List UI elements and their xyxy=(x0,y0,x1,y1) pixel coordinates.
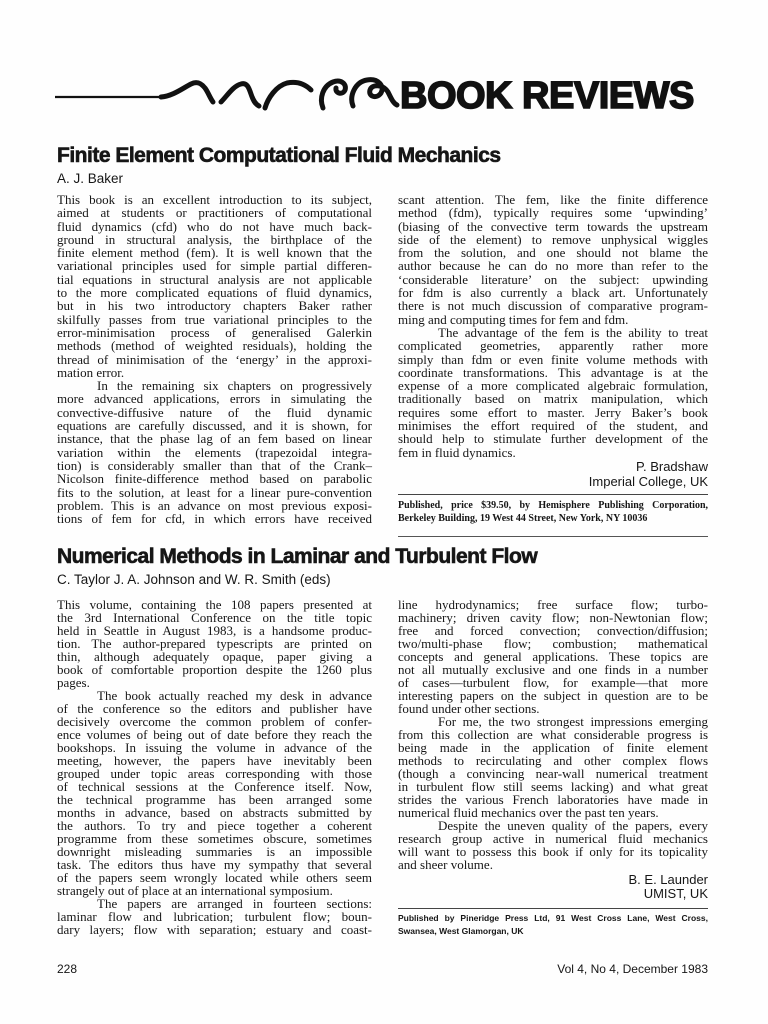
line-text: interesting papers on the subject in question are to be xyxy=(398,688,708,703)
line-text: requires some effort to master. Jerry Baker’s book xyxy=(398,404,708,420)
line-text: book of comfortable proportion despite the 1260 plus xyxy=(57,662,372,677)
text-line xyxy=(57,353,372,366)
line-text: method (fdm), typically requires some ‘upwinding’ xyxy=(398,205,708,221)
text-line xyxy=(57,326,372,339)
line-text: and sheer volume. xyxy=(398,857,493,872)
line-text: The book actually reached my desk in advance xyxy=(97,688,372,703)
line-text: the technical programme has been arranged some xyxy=(57,792,372,807)
divider xyxy=(398,494,708,495)
text-line xyxy=(57,313,372,326)
paragraph xyxy=(398,193,708,326)
line-text: The papers are arranged in fourteen sections: xyxy=(97,896,372,911)
line-text: will want to possess this book if only for its topicality xyxy=(398,844,708,859)
text-line xyxy=(57,923,372,936)
line-text: ming and computing times for fem and fdm. xyxy=(398,311,629,327)
text-line xyxy=(57,273,372,286)
line-text: free and forced convection; convection/diffusion; xyxy=(398,623,708,638)
text-line xyxy=(398,220,708,233)
line-text: but in his two introductory chapters Baker rather xyxy=(57,298,372,314)
text-line xyxy=(57,512,372,525)
line-text: of the conference so the editors and publisher have xyxy=(57,701,372,716)
text-line xyxy=(57,233,372,246)
line-text: found under other sections. xyxy=(398,701,540,716)
paragraph xyxy=(57,897,372,936)
text-column-right xyxy=(398,598,708,938)
text-line xyxy=(398,499,708,512)
line-text: For me, the two strongest impressions emerging xyxy=(438,714,708,729)
line-text: tions of fem for cfd, in which errors have received xyxy=(57,511,372,527)
line-text: dary layers; flow with separation; estuary and coast- xyxy=(57,922,372,937)
line-text: In the remaining six chapters on progressively xyxy=(97,378,372,394)
line-text: ground in structural analysis, the birthplace of the xyxy=(57,231,372,247)
text-line xyxy=(398,273,708,286)
line-text: for fdm is also currently a black art. Unfortunately xyxy=(398,285,708,301)
text-line xyxy=(398,193,708,206)
line-text: held in Seattle in August 1983, is a handsome produc- xyxy=(57,623,372,638)
text-line xyxy=(57,486,372,499)
text-line xyxy=(398,366,708,379)
publisher-note xyxy=(398,499,708,525)
line-text: Published, price $39.50, by Hemisphere Publishing Corporation, xyxy=(398,499,708,511)
line-text: numerical fluid mechanics over the past ten years. xyxy=(398,805,659,820)
line-text: concepts and general applications. These topics are xyxy=(398,649,708,664)
line-text: bookshops. In issuing the volume in advance of the xyxy=(57,740,372,755)
book-author: C. Taylor J. A. Johnson and W. R. Smith (eds) xyxy=(57,572,331,587)
text-line xyxy=(398,326,708,339)
line-text: thin, although adequately opaque, paper giving a xyxy=(57,649,372,664)
text-line xyxy=(398,286,708,299)
line-text: task. The editors thus have my sympathy that several xyxy=(57,857,372,872)
divider xyxy=(398,908,708,909)
text-line xyxy=(398,925,708,938)
line-text: coordinate transformations. This advantage is at the xyxy=(398,364,708,380)
line-text: skilfully passes from true variational principles to the xyxy=(57,311,372,327)
text-line xyxy=(398,419,708,432)
text-line xyxy=(57,286,372,299)
text-line xyxy=(398,446,708,459)
paragraph xyxy=(57,598,372,689)
paragraph xyxy=(398,819,708,871)
line-text: grouped under topic areas corresponding with those xyxy=(57,766,372,781)
line-text: of the papers seem wrongly located while others seem xyxy=(57,870,372,885)
line-text: there is not much discussion of comparative program- xyxy=(398,298,708,314)
line-text: Published by Pineridge Press Ltd, 91 West Cross Lane, West Cross, xyxy=(398,912,708,923)
line-text: not all mutually exclusive and one finds in a number xyxy=(398,662,708,677)
line-text: of cases—turbulent flow, for example—that more xyxy=(398,675,708,690)
line-text: mation error. xyxy=(57,364,125,380)
text-line xyxy=(398,512,708,525)
divider xyxy=(398,536,708,537)
text-line xyxy=(398,299,708,312)
text-line xyxy=(398,339,708,352)
line-text: the authors. To try and piece together a coherent xyxy=(57,818,372,833)
line-text: fits to the solution, at least for a linear pure-convention xyxy=(57,484,372,500)
page-number: 228 xyxy=(57,962,78,976)
line-text: being made in the application of finite element xyxy=(398,740,708,755)
line-text: This volume, containing the 108 papers presented at xyxy=(57,597,372,612)
text-line xyxy=(398,858,708,871)
line-text: tial equations in structural analysis are not applicable xyxy=(57,271,372,287)
column-body xyxy=(57,598,372,936)
header-wave-graphic xyxy=(55,70,405,120)
issue-info: Vol 4, No 4, December 1983 xyxy=(557,962,708,976)
line-text: This book is an excellent introduction to its subject, xyxy=(57,192,372,207)
line-text: methods to recirculating and other complex flows xyxy=(398,753,708,768)
line-text: research group active in numerical fluid mechanics xyxy=(398,831,708,846)
line-text: programme from these sometimes obscure, sometimes xyxy=(57,831,372,846)
line-text: machinery; driven cavity flow; non-Newtonian flow; xyxy=(398,610,708,625)
line-text: ‘considerable literature’ on the subject: upwinding xyxy=(398,271,708,287)
text-line xyxy=(57,366,372,379)
line-text: tion) is considerably smaller than that of the Crank– xyxy=(57,457,372,473)
text-line xyxy=(398,432,708,445)
line-text: from the solution, and one should not blame the xyxy=(398,245,708,261)
line-text: (though a convincing near-wall numerical treatment xyxy=(398,766,708,781)
line-text: in turbulent flow still seems lacking) and what great xyxy=(398,779,708,794)
line-text: traditionally based on matrix manipulation, which xyxy=(398,391,708,407)
text-column-right xyxy=(398,193,708,525)
paragraph xyxy=(398,598,708,715)
column-body xyxy=(398,193,708,459)
book-author: A. J. Baker xyxy=(57,171,124,186)
line-text: of technical sessions at the Conference itself. Now, xyxy=(57,779,372,794)
text-line xyxy=(398,392,708,405)
line-text: Swansea, West Glamorgan, UK xyxy=(398,925,524,936)
text-line xyxy=(57,339,372,352)
line-text: variation within the elements (trapezoidal integra- xyxy=(57,444,372,460)
line-text: fluid dynamics (cfd) who do not have much back- xyxy=(57,218,372,234)
line-text: downright misleading summaries is an impossible xyxy=(57,844,372,859)
line-text: Nicolson finite-difference method based on parabolic xyxy=(57,471,372,487)
section-title: BOOK REVIEWS xyxy=(400,75,694,117)
text-line xyxy=(398,259,708,272)
line-text: ence volumes of being out of date before they reach the xyxy=(57,727,372,742)
line-text: finite element method (fem). It is well known that the xyxy=(57,245,372,261)
reviewer-affiliation: Imperial College, UK xyxy=(588,473,708,489)
text-line xyxy=(57,379,372,392)
text-line xyxy=(398,406,708,419)
text-line xyxy=(398,246,708,259)
text-column-left xyxy=(57,598,372,936)
line-text: fem in fluid dynamics. xyxy=(398,444,516,460)
text-line xyxy=(57,446,372,459)
line-text: the 3rd International Conference on the title topic xyxy=(57,610,372,625)
line-text: thread of minimisation of the ‘energy’ in the approxi- xyxy=(57,351,372,367)
line-text: from this collection are what considerable progress is xyxy=(398,727,708,742)
text-line xyxy=(57,246,372,259)
publisher-note xyxy=(398,912,708,938)
review-title: Finite Element Computational Fluid Mechanics xyxy=(57,144,501,167)
text-column-left xyxy=(57,193,372,525)
line-text: scant attention. The fem, like the finite difference xyxy=(398,192,708,207)
text-line xyxy=(398,912,708,925)
text-line xyxy=(57,220,372,233)
paragraph xyxy=(57,193,372,379)
line-text: problem. This is an advance on most previous exposi- xyxy=(57,497,372,513)
paragraph xyxy=(398,326,708,459)
line-text: meeting, however, the papers have inevitably been xyxy=(57,753,372,768)
text-line xyxy=(57,406,372,419)
line-text: variational principles used for simple partial differen- xyxy=(57,258,372,274)
line-text: more advanced applications, errors in simulating the xyxy=(57,391,372,407)
line-text: (biasing of the convective term towards the upstream xyxy=(398,218,708,234)
line-text: decisively overcome the common problem of confer- xyxy=(57,714,372,729)
line-text: side of the element) to remove unphysical wiggles xyxy=(398,231,708,247)
line-text: pages. xyxy=(57,675,90,690)
text-line xyxy=(57,193,372,206)
text-line xyxy=(398,233,708,246)
reviewer-name: P. Bradshaw xyxy=(635,458,708,474)
text-line xyxy=(57,419,372,432)
text-line xyxy=(57,663,372,676)
text-line xyxy=(57,432,372,445)
paragraph xyxy=(57,379,372,525)
line-text: convective-diffusive nature of the fluid dynamic xyxy=(57,404,372,420)
reviewer-name: B. E. Launder xyxy=(628,872,708,887)
line-text: The advantage of the fem is the ability to treat xyxy=(438,324,708,340)
text-line xyxy=(57,459,372,472)
paragraph xyxy=(57,689,372,897)
line-text: aimed at students or practitioners of computational xyxy=(57,205,372,221)
text-line xyxy=(57,259,372,272)
text-line xyxy=(57,472,372,485)
line-text: methods (method of weighted residuals), holding the xyxy=(57,338,372,354)
line-text: months in advance, based on abstracts submitted by xyxy=(57,805,372,820)
reviewer-affiliation: UMIST, UK xyxy=(643,885,708,901)
line-text: error-minimisation process of generalised Galerkin xyxy=(57,324,372,340)
line-text: two/multi-phase flow; combustion; mathematical xyxy=(398,636,708,651)
line-text: minimises the effort required of the student, and xyxy=(398,418,708,434)
line-text: strides the various French laboratories have made in xyxy=(398,792,708,807)
text-line xyxy=(57,499,372,512)
line-text: equations are carefully discussed, and it is shown, for xyxy=(57,418,372,434)
text-line xyxy=(57,299,372,312)
line-text: laminar flow and lubrication; turbulent flow; boun- xyxy=(57,909,372,924)
paragraph xyxy=(398,715,708,819)
text-line xyxy=(57,392,372,405)
line-text: instance, that the phase lag of an fem based on linear xyxy=(57,431,372,447)
text-line xyxy=(398,353,708,366)
line-text: tion. The author-prepared typescripts are printed on xyxy=(57,636,372,651)
column-body xyxy=(398,598,708,871)
text-line xyxy=(398,206,708,219)
line-text: Berkeley Building, 19 West 44 Street, New York, NY 10036 xyxy=(398,512,648,524)
line-text: Despite the uneven quality of the papers, every xyxy=(438,818,708,833)
line-text: complicated geometries, apparently rather more xyxy=(398,338,708,354)
text-line xyxy=(398,379,708,392)
line-text: expense of a more complicated algebraic formulation, xyxy=(398,378,708,394)
line-text: strangely out of place at an international symposium. xyxy=(57,883,333,898)
line-text: author because he can do no more than refer to the xyxy=(398,258,708,274)
text-line xyxy=(57,206,372,219)
text-line xyxy=(398,313,708,326)
column-body xyxy=(57,193,372,525)
review-title: Numerical Methods in Laminar and Turbulent Flow xyxy=(57,545,538,568)
line-text: simply than fdm or even finite volume methods with xyxy=(398,351,708,367)
line-text: line hydrodynamics; free surface flow; turbo- xyxy=(398,597,708,612)
line-text: to the more complicated equations of fluid dynamics, xyxy=(57,285,372,301)
line-text: should help to stimulate further development of the xyxy=(398,431,708,447)
